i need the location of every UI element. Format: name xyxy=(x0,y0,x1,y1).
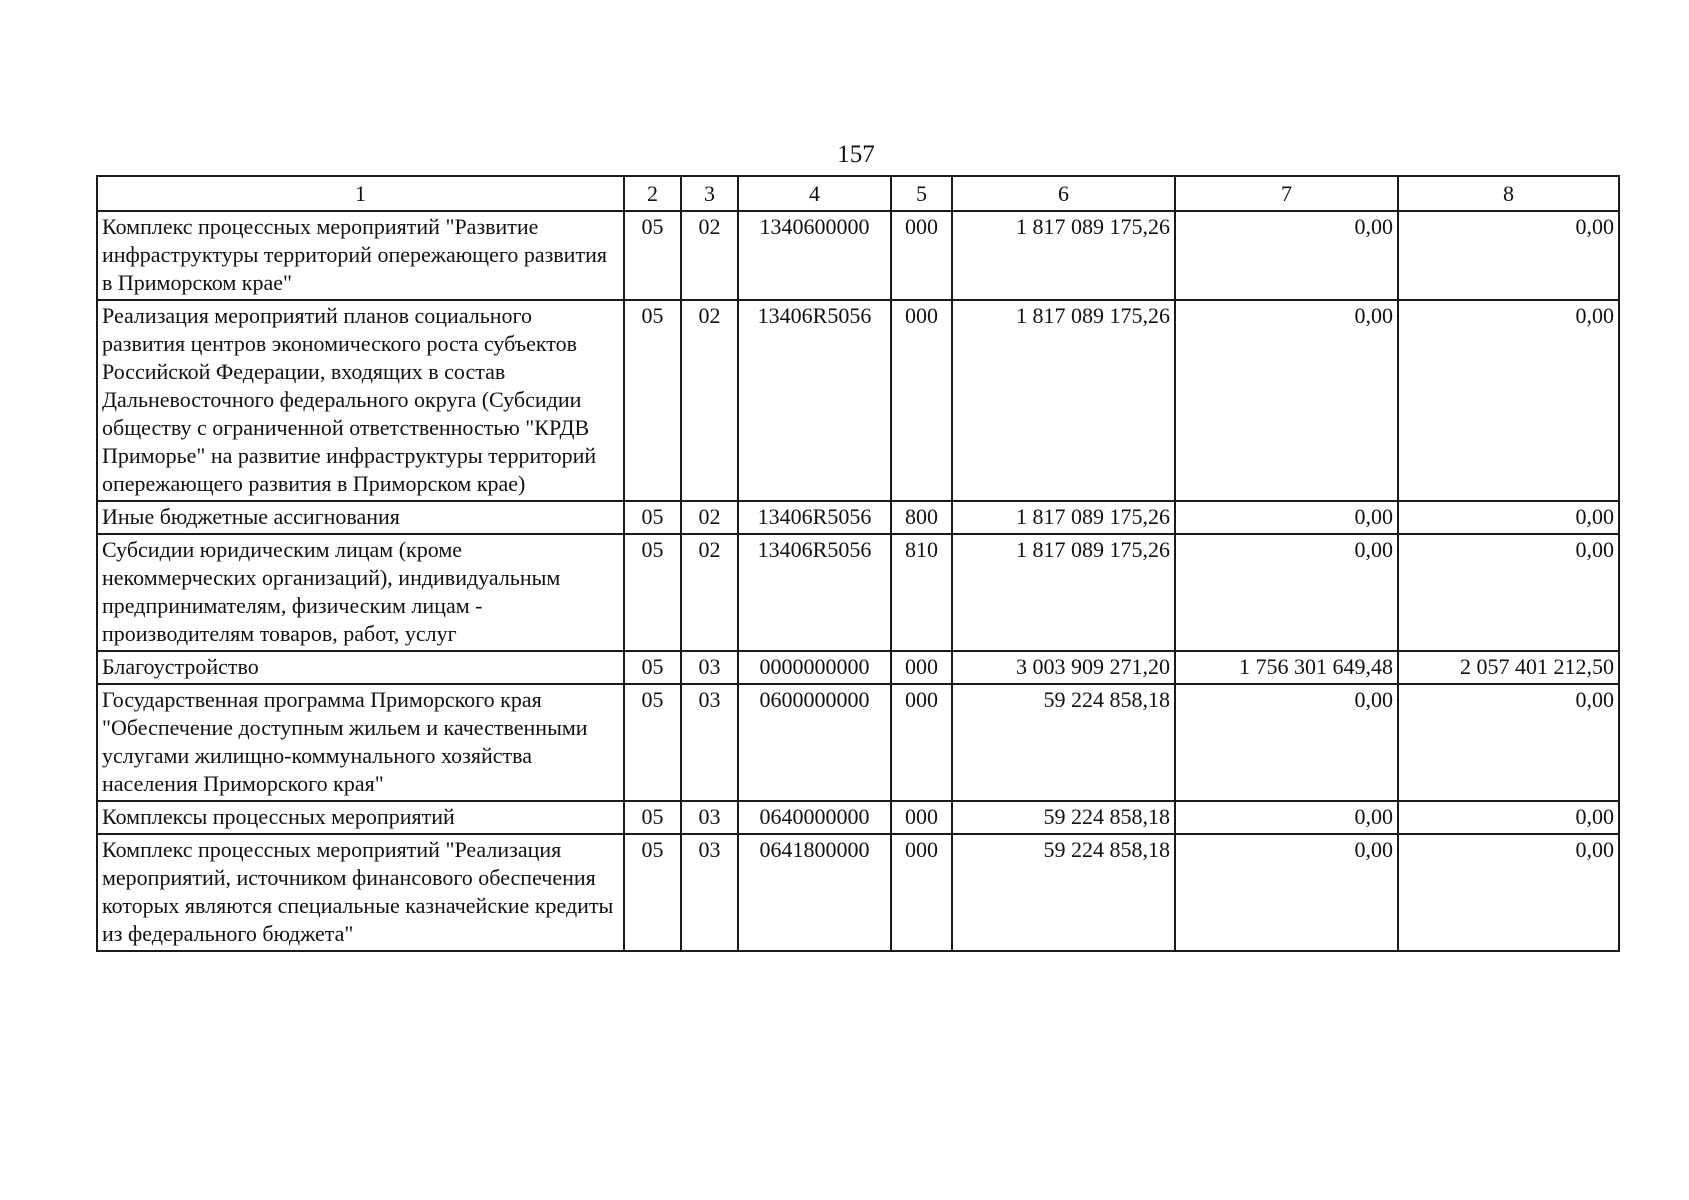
row-name: Комплекс процессных мероприятий "Развитие инфраструктуры территорий опережающего развития в Приморском крае" xyxy=(97,211,624,300)
subsection-code: 02 xyxy=(681,300,738,501)
amount-col-6: 59 224 858,18 xyxy=(952,801,1175,834)
amount-col-6: 59 224 858,18 xyxy=(952,834,1175,951)
amount-col-7: 0,00 xyxy=(1175,684,1398,801)
table-row xyxy=(97,501,1619,534)
table-row xyxy=(97,651,1619,684)
target-article-code: 13406R5056 xyxy=(738,501,891,534)
subsection-code: 02 xyxy=(681,501,738,534)
amount-col-8: 0,00 xyxy=(1398,300,1619,501)
subsection-code: 02 xyxy=(681,211,738,300)
row-name: Благоустройство xyxy=(97,651,624,684)
amount-col-7: 0,00 xyxy=(1175,501,1398,534)
table-row xyxy=(97,534,1619,651)
target-article-code: 0641800000 xyxy=(738,834,891,951)
table-row xyxy=(97,300,1619,501)
table-row xyxy=(97,211,1619,300)
target-article-code: 1340600000 xyxy=(738,211,891,300)
amount-col-6: 1 817 089 175,26 xyxy=(952,534,1175,651)
amount-col-6: 1 817 089 175,26 xyxy=(952,300,1175,501)
amount-col-6: 3 003 909 271,20 xyxy=(952,651,1175,684)
budget-table xyxy=(96,175,1620,952)
section-code: 05 xyxy=(624,651,681,684)
target-article-code: 0000000000 xyxy=(738,651,891,684)
page-number: 157 xyxy=(837,141,875,168)
amount-col-7: 0,00 xyxy=(1175,211,1398,300)
target-article-code: 13406R5056 xyxy=(738,300,891,501)
amount-col-8: 0,00 xyxy=(1398,801,1619,834)
expense-type-code: 000 xyxy=(891,300,952,501)
row-name: Субсидии юридическим лицам (кроме некоммерческих организаций), индивидуальным предпринимателям, физическим лицам - производителям товаров, работ, услуг xyxy=(97,534,624,651)
row-name: Иные бюджетные ассигнования xyxy=(97,501,624,534)
header-cell-5: 5 xyxy=(891,176,952,211)
section-code: 05 xyxy=(624,834,681,951)
amount-col-8: 0,00 xyxy=(1398,534,1619,651)
header-cell-1: 1 xyxy=(97,176,624,211)
table-row xyxy=(97,684,1619,801)
header-cell-7: 7 xyxy=(1175,176,1398,211)
table-row xyxy=(97,801,1619,834)
expense-type-code: 000 xyxy=(891,684,952,801)
header-cell-6: 6 xyxy=(952,176,1175,211)
amount-col-7: 0,00 xyxy=(1175,300,1398,501)
amount-col-6: 1 817 089 175,26 xyxy=(952,501,1175,534)
amount-col-6: 59 224 858,18 xyxy=(952,684,1175,801)
section-code: 05 xyxy=(624,534,681,651)
table-row xyxy=(97,834,1619,951)
header-cell-3: 3 xyxy=(681,176,738,211)
target-article-code: 13406R5056 xyxy=(738,534,891,651)
amount-col-7: 0,00 xyxy=(1175,534,1398,651)
header-cell-8: 8 xyxy=(1398,176,1619,211)
amount-col-7: 0,00 xyxy=(1175,834,1398,951)
section-code: 05 xyxy=(624,501,681,534)
subsection-code: 03 xyxy=(681,651,738,684)
amount-col-7: 0,00 xyxy=(1175,801,1398,834)
target-article-code: 0640000000 xyxy=(738,801,891,834)
expense-type-code: 000 xyxy=(891,211,952,300)
header-cell-4: 4 xyxy=(738,176,891,211)
header-row xyxy=(97,176,1619,211)
subsection-code: 03 xyxy=(681,684,738,801)
expense-type-code: 000 xyxy=(891,801,952,834)
amount-col-6: 1 817 089 175,26 xyxy=(952,211,1175,300)
subsection-code: 03 xyxy=(681,801,738,834)
amount-col-8: 0,00 xyxy=(1398,684,1619,801)
expense-type-code: 800 xyxy=(891,501,952,534)
amount-col-8: 0,00 xyxy=(1398,501,1619,534)
expense-type-code: 000 xyxy=(891,651,952,684)
row-name: Комплексы процессных мероприятий xyxy=(97,801,624,834)
target-article-code: 0600000000 xyxy=(738,684,891,801)
row-name: Комплекс процессных мероприятий "Реализация мероприятий, источником финансового обеспечения которых являются специальные казначейские кредиты из федерального бюджета" xyxy=(97,834,624,951)
section-code: 05 xyxy=(624,801,681,834)
section-code: 05 xyxy=(624,300,681,501)
header-cell-2: 2 xyxy=(624,176,681,211)
amount-col-8: 0,00 xyxy=(1398,834,1619,951)
row-name: Государственная программа Приморского края "Обеспечение доступным жильем и качественными услугами жилищно-коммунального хозяйства населения Приморского края" xyxy=(97,684,624,801)
amount-col-8: 2 057 401 212,50 xyxy=(1398,651,1619,684)
amount-col-8: 0,00 xyxy=(1398,211,1619,300)
section-code: 05 xyxy=(624,211,681,300)
subsection-code: 02 xyxy=(681,534,738,651)
amount-col-7: 1 756 301 649,48 xyxy=(1175,651,1398,684)
row-name: Реализация мероприятий планов социального развития центров экономического роста субъектов Российской Федерации, входящих в состав Дальневосточного федерального округа (Субсидии обществу с ограниченной ответственностью "КРДВ Приморье" на развитие инфраструктуры территорий опережающего развития в Приморском крае) xyxy=(97,300,624,501)
expense-type-code: 810 xyxy=(891,534,952,651)
subsection-code: 03 xyxy=(681,834,738,951)
expense-type-code: 000 xyxy=(891,834,952,951)
section-code: 05 xyxy=(624,684,681,801)
